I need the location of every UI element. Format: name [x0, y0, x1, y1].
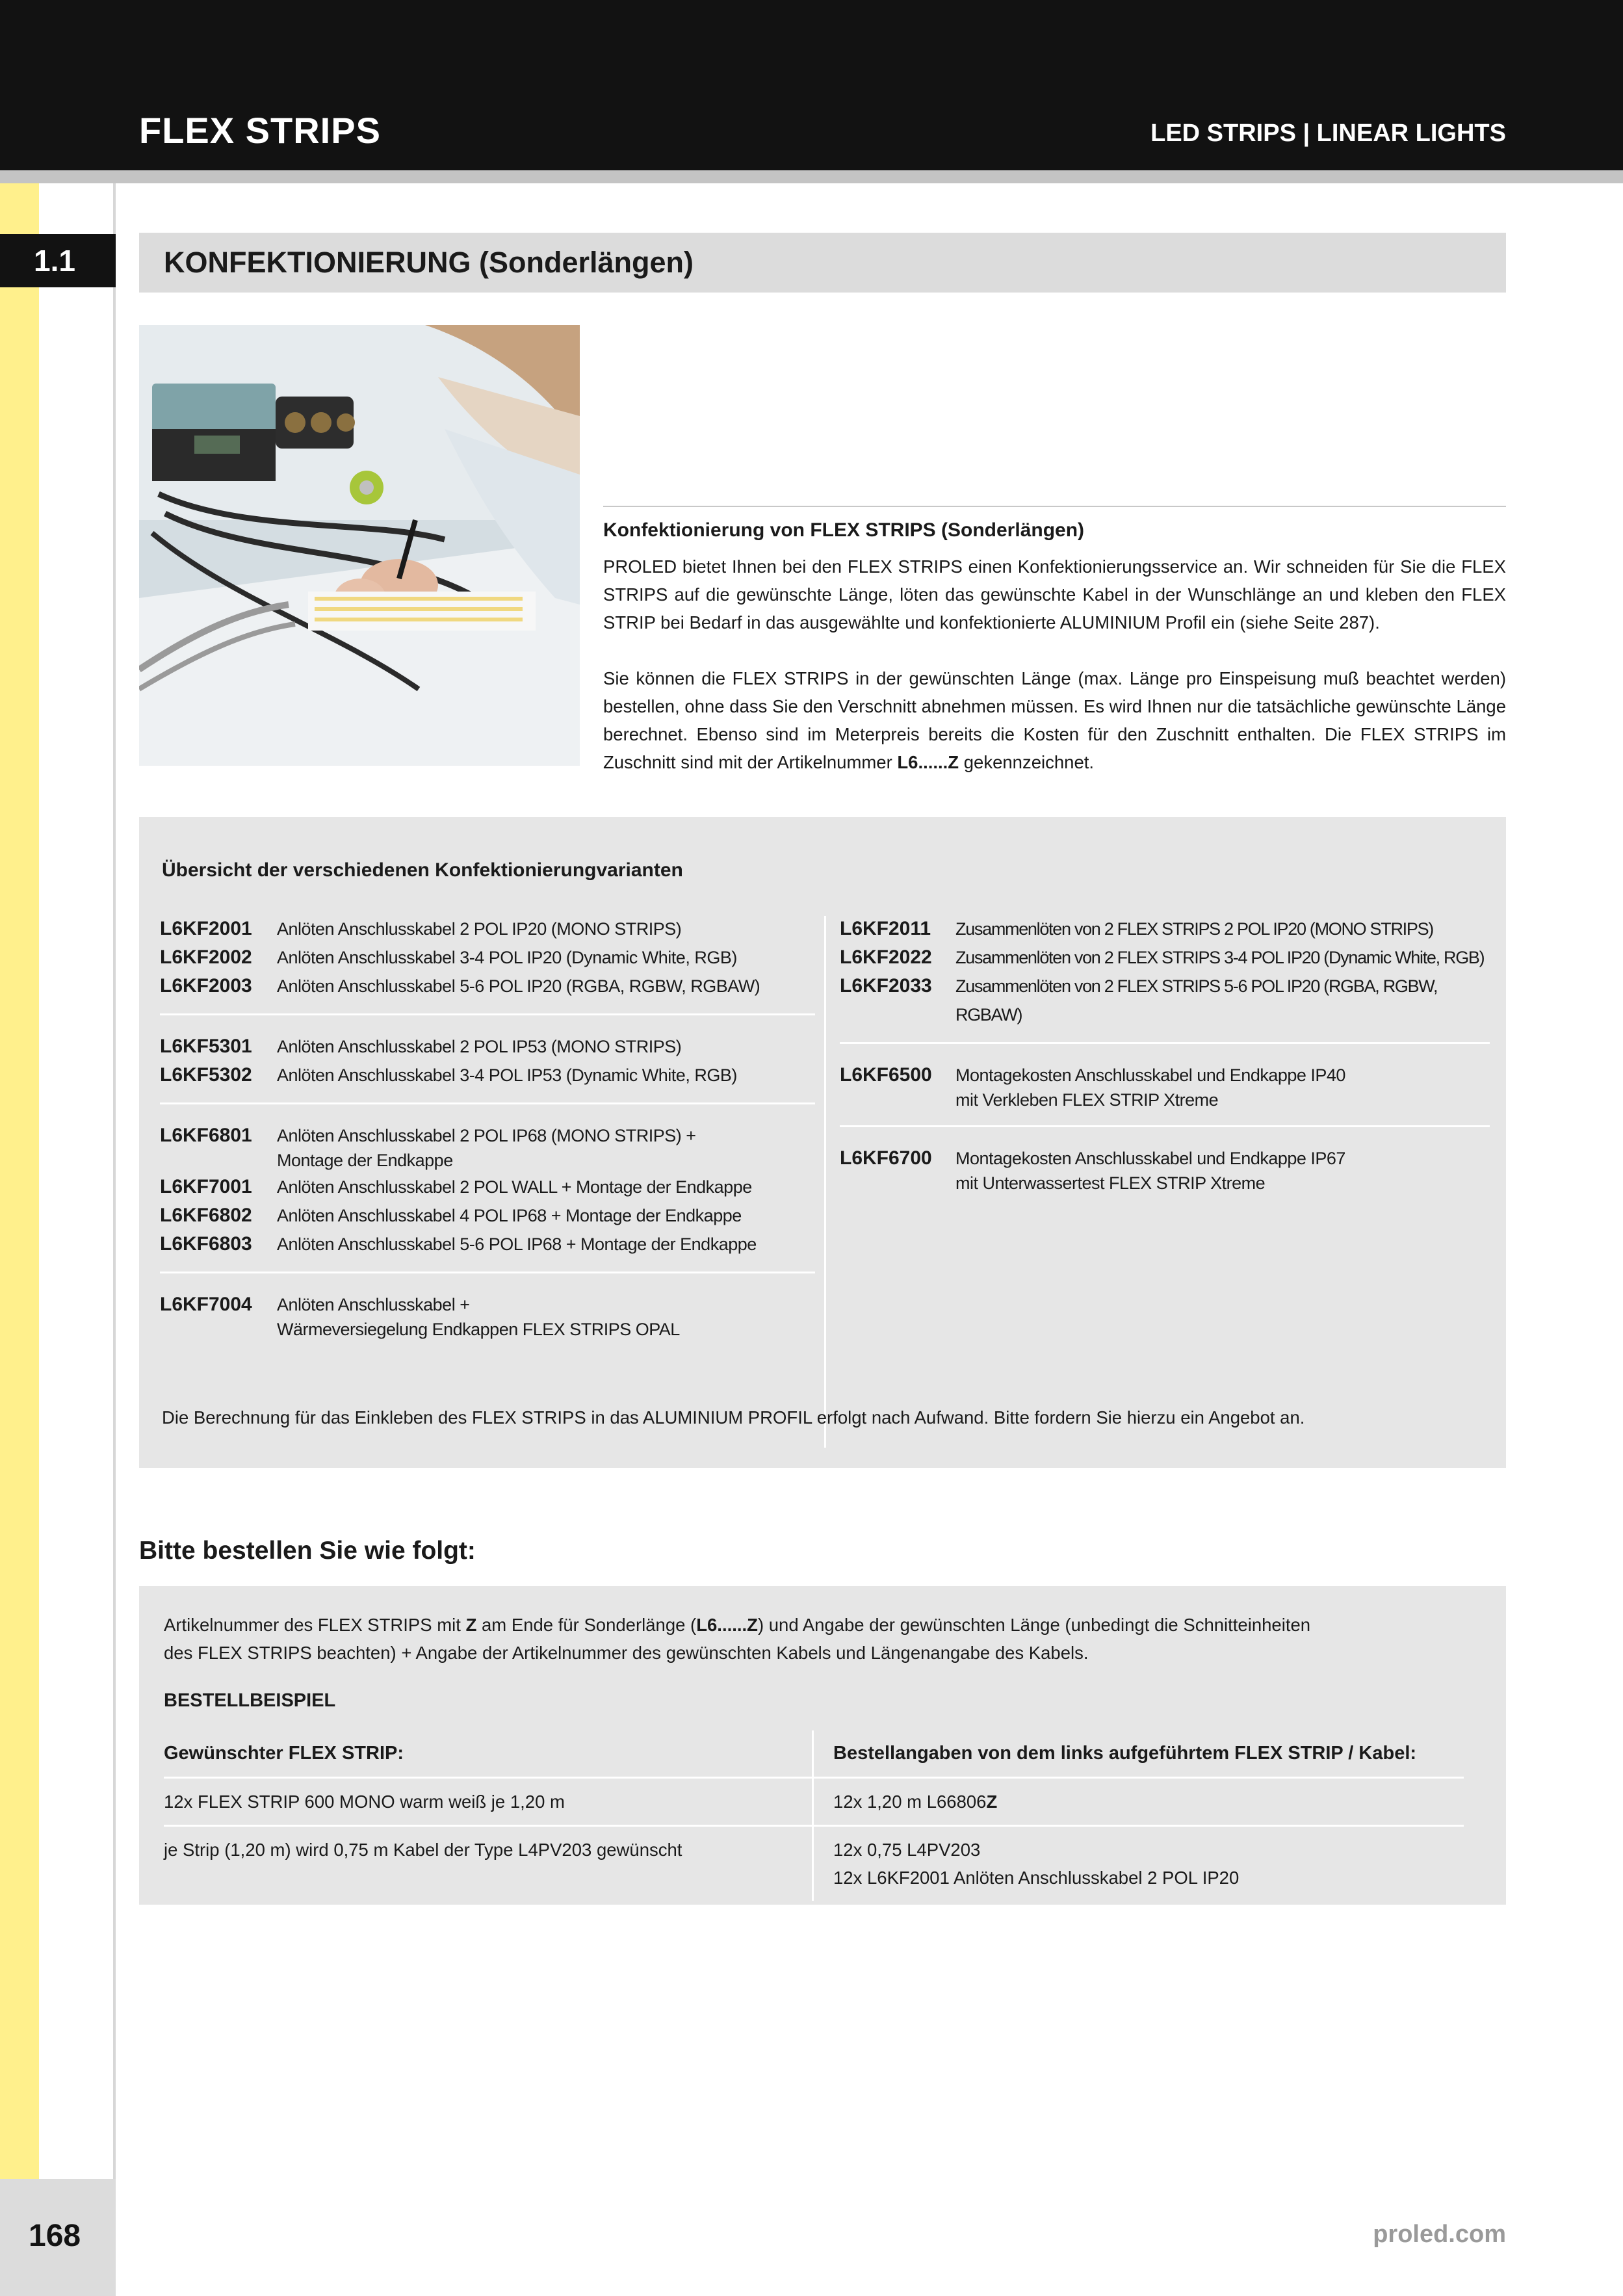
column-header: Gewünschter FLEX STRIP:: [164, 1730, 814, 1777]
variant-description-line: Wärmeversiegelung Endkappen FLEX STRIPS OPAL: [277, 1320, 680, 1339]
variant-description: Anlöten Anschlusskabel 4 POL IP68 + Montage der Endkappe: [277, 1206, 742, 1225]
variant-description-line: Anlöten Anschlusskabel +: [277, 1295, 470, 1314]
variant-code: L6KF2001: [160, 918, 252, 939]
variant-row: [160, 972, 815, 1000]
variant-group: [160, 1290, 815, 1342]
table-cell: 12x FLEX STRIP 600 MONO warm weiß je 1,20 m: [164, 1779, 814, 1825]
variant-description: Zusammenlöten von 2 FLEX STRIPS 2 POL IP20 (MONO STRIPS): [955, 919, 1433, 939]
overview-left-column: [160, 915, 815, 1342]
variant-row: [840, 915, 1490, 943]
variant-code: L6KF6700: [840, 1147, 932, 1169]
variant-group: [840, 915, 1490, 1044]
variant-description: Anlöten Anschlusskabel 2 POL IP20 (MONO STRIPS): [277, 919, 682, 939]
variant-description: Anlöten Anschlusskabel 5-6 POL IP20 (RGBA, RGBW, RGBAW): [277, 976, 760, 996]
table-row: [164, 1827, 1464, 1901]
variant-code: L6KF7001: [160, 1176, 252, 1197]
intro-paragraph-1: PROLED bietet Ihnen bei den FLEX STRIPS einen Konfektionierungsservice an. Wir schneiden für Sie die FLEX STRIPS auf die gewünschte Länge, löten das gewünschte Kabel in der Wunschlänge an und kleben den FLEX STRIP bei Bedarf in das ausgewählte und konfektionierte ALUMINIUM Profil ein (siehe Seite 287).: [603, 556, 1506, 633]
variant-description: Zusammenlöten von 2 FLEX STRIPS 5-6 POL IP20 (RGBA, RGBW, RGBAW): [955, 976, 1438, 1024]
order-text-part: ) und Angabe der gewünschten Länge (unbedingt die Schnitteinheiten: [757, 1615, 1311, 1635]
order-box: [139, 1586, 1506, 1905]
variant-group: [840, 1144, 1490, 1195]
variant-row: [160, 943, 815, 972]
table-cell-line: 12x 0,75 L4PV203: [833, 1840, 981, 1860]
variant-description-line: Montage der Endkappe: [277, 1151, 453, 1170]
variant-code: L6KF2033: [840, 975, 932, 997]
variant-group: [160, 1121, 815, 1273]
chapter-number: 1.1: [0, 234, 116, 287]
margin-rule: [113, 183, 116, 2296]
variant-code: L6KF2002: [160, 946, 252, 968]
intro-block: [603, 506, 1506, 776]
variant-code: L6KF5302: [160, 1064, 252, 1086]
variant-row: [840, 1144, 1490, 1195]
variant-code: L6KF6803: [160, 1233, 252, 1255]
overview-title: Übersicht der verschiedenen Konfektionierungvarianten: [162, 859, 683, 881]
variant-row: [160, 1032, 815, 1061]
page-number: 168: [0, 2179, 116, 2296]
variant-row: [160, 915, 815, 943]
variant-row: [840, 1061, 1490, 1112]
variant-description-line: Montagekosten Anschlusskabel und Endkappe IP40: [955, 1065, 1345, 1085]
intro-paragraph-2-text: Sie können die FLEX STRIPS in der gewünschten Länge (max. Länge pro Einspeisung muß beachtet werden) bestellen, ohne dass Sie den Verschnitt abnehmen müssen. Es wird Ihnen nur die tatsächliche gewünschte Länge berechnet. Ebenso sind im Meterpreis bereits die Kosten für den Zuschnitt enthalten. Die FLEX STRIPS im Zuschnitt sind mit der Artikelnummer: [603, 668, 1506, 772]
variant-description: Anlöten Anschlusskabel 3-4 POL IP53 (Dynamic White, RGB): [277, 1065, 737, 1085]
table-cell-text: 12x 1,20 m L66806: [833, 1792, 987, 1812]
variant-description: Anlöten Anschlusskabel 5-6 POL IP68 + Montage der Endkappe: [277, 1234, 757, 1254]
column-header: Bestellangaben von dem links aufgeführtem FLEX STRIP / Kabel:: [833, 1743, 1417, 1764]
variant-row: [160, 1230, 815, 1259]
table-cell: [814, 1779, 1464, 1825]
variant-description: Anlöten Anschlusskabel 3-4 POL IP20 (Dynamic White, RGB): [277, 948, 737, 967]
variant-code: L6KF5301: [160, 1036, 252, 1057]
variant-description-line: Anlöten Anschlusskabel 2 POL IP68 (MONO STRIPS) +: [277, 1126, 696, 1145]
variant-code: L6KF7004: [160, 1294, 252, 1315]
variant-code: L6KF6802: [160, 1205, 252, 1226]
variant-row: [840, 943, 1490, 972]
overview-box: [139, 817, 1506, 1468]
overview-note: Die Berechnung für das Einkleben des FLEX STRIPS in das ALUMINIUM PROFIL erfolgt nach Aufwand. Bitte fordern Sie hierzu ein Angebot an.: [162, 1407, 1305, 1428]
order-instructions: [164, 1611, 1464, 1667]
variant-group: [840, 1061, 1490, 1127]
order-table-header: [164, 1730, 1464, 1779]
order-text-part: am Ende für Sonderlänge (: [476, 1615, 697, 1635]
intro-paragraph-2-end: gekennzeichnet.: [959, 752, 1095, 772]
variant-description: Anlöten Anschlusskabel 2 POL IP53 (MONO STRIPS): [277, 1037, 682, 1056]
column-divider: [824, 916, 826, 1448]
variant-description: [277, 1121, 696, 1173]
variant-row: [160, 1201, 815, 1230]
variant-code: L6KF2003: [160, 975, 252, 997]
table-cell-suffix: Z: [986, 1792, 998, 1812]
table-row: [164, 1779, 1464, 1827]
intro-title: Konfektionierung von FLEX STRIPS (Sonderlängen): [603, 519, 1085, 541]
header-band: [0, 170, 1623, 183]
order-text-z: Z: [465, 1615, 477, 1635]
variant-description: [955, 1061, 1345, 1112]
order-table: [164, 1730, 1464, 1901]
soldering-photo: [139, 325, 580, 766]
variant-description: [277, 1290, 680, 1342]
section-title: KONFEKTIONIERUNG (Sonderlängen): [139, 233, 1506, 293]
table-cell: je Strip (1,20 m) wird 0,75 m Kabel der Type L4PV203 gewünscht: [164, 1827, 814, 1901]
variant-group: [160, 1032, 815, 1104]
order-heading: Bitte bestellen Sie wie folgt:: [139, 1537, 476, 1565]
order-text-part: Artikelnummer des FLEX STRIPS mit: [164, 1615, 466, 1635]
header-title: FLEX STRIPS: [139, 110, 381, 151]
overview-right-column: [840, 915, 1490, 1195]
variant-code: L6KF2022: [840, 946, 932, 968]
variant-code: L6KF2011: [840, 918, 931, 939]
variant-description: [955, 1144, 1345, 1195]
variant-description-line: mit Verkleben FLEX STRIP Xtreme: [955, 1090, 1219, 1110]
table-cell: [814, 1827, 1464, 1901]
variant-description: Anlöten Anschlusskabel 2 POL WALL + Montage der Endkappe: [277, 1177, 752, 1197]
variant-code: L6KF6801: [160, 1125, 252, 1146]
variant-row: [160, 1173, 815, 1201]
order-text-code: L6......Z: [696, 1615, 758, 1635]
order-example-label: BESTELLBEISPIEL: [164, 1690, 336, 1711]
variant-row: [160, 1121, 815, 1173]
variant-row: [160, 1290, 815, 1342]
chapter-color-strip: [0, 183, 39, 2179]
variant-group: [160, 915, 815, 1015]
order-text-line2: des FLEX STRIPS beachten) + Angabe der Artikelnummer des gewünschten Kabels und Längenangabe des Kabels.: [164, 1643, 1089, 1663]
header-category: LED STRIPS | LINEAR LIGHTS: [1150, 120, 1506, 147]
variant-description-line: Montagekosten Anschlusskabel und Endkappe IP67: [955, 1149, 1345, 1168]
variant-description-line: mit Unterwassertest FLEX STRIP Xtreme: [955, 1173, 1266, 1193]
variant-row: [160, 1061, 815, 1089]
footer-website: proled.com: [1373, 2221, 1506, 2248]
variant-code: L6KF6500: [840, 1064, 932, 1086]
variant-row: [840, 972, 1490, 1029]
variant-description: Zusammenlöten von 2 FLEX STRIPS 3-4 POL IP20 (Dynamic White, RGB): [955, 948, 1485, 967]
table-cell-line: 12x L6KF2001 Anlöten Anschlusskabel 2 POL IP20: [833, 1868, 1240, 1888]
article-code-pattern: L6......Z: [897, 752, 959, 772]
intro-paragraph-2: [603, 664, 1506, 776]
